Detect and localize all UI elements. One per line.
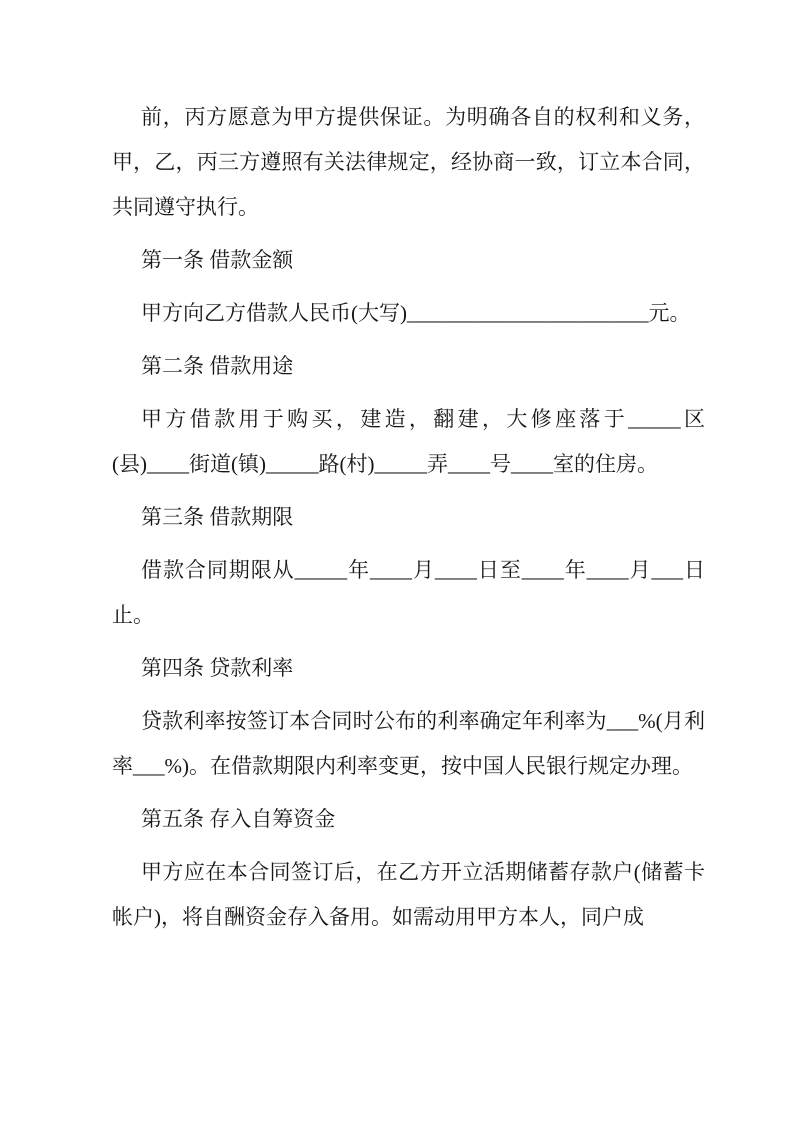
heading-article-2-loan-purpose: 第二条 借款用途 [141,354,294,378]
paragraph-loan-purpose-address-blanks: 甲方借款用于购买，建造，翻建，大修座落于_____区(县)____街道(镇)_____路(村)_____弄____号____室的住房。 [112,407,705,476]
heading-article-3-loan-term: 第三条 借款期限 [141,505,294,529]
paragraph-guarantee-intro: 前，丙方愿意为甲方提供保证。为明确各自的权利和义务，甲，乙，丙三方遵照有关法律规定，经协商一致，订立本合同，共同遵守执行。 [112,105,705,219]
paragraph-loan-term-dates-blanks: 借款合同期限从_____年____月____日至____年____月___日止。 [112,558,705,627]
heading-article-1-loan-amount: 第一条 借款金额 [141,248,294,272]
heading-article-4-interest-rate: 第四条 贷款利率 [141,656,294,680]
heading-article-5-self-raised-funds: 第五条 存入自筹资金 [141,807,336,831]
paragraph-self-raised-funds-truncated: 甲方应在本合同签订后，在乙方开立活期储蓄存款户(储蓄卡帐户)，将自酬资金存入备用。如需动用甲方本人，同户成 [112,860,705,929]
paragraph-interest-rate-blanks: 贷款利率按签订本合同时公布的利率确定年利率为___%(月利率___%)。在借款期限内利率变更，按中国人民银行规定办理。 [112,709,705,778]
paragraph-loan-amount-blank: 甲方向乙方借款人民币(大写)_______________________元。 [141,301,691,325]
